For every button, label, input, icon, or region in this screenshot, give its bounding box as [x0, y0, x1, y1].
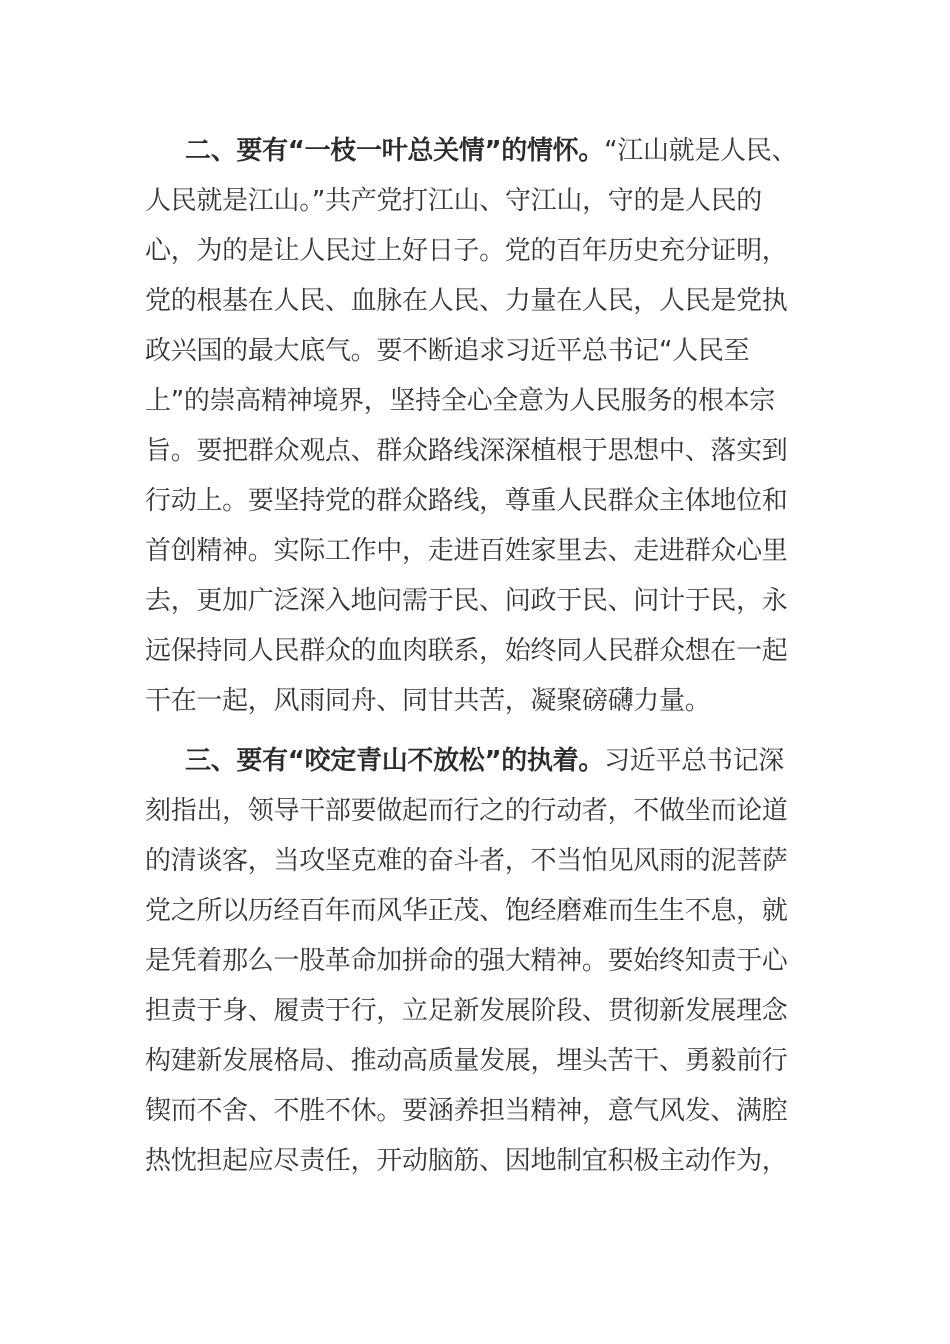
paragraph-line: 上”的崇高精神境界，坚持全心全意为人民服务的根本宗	[145, 386, 775, 416]
paragraph-first-line	[145, 126, 810, 176]
paragraph-line: 构建新发展格局、推动高质量发展，埋头苦干、勇毅前行	[145, 1046, 788, 1076]
paragraph-line: 的清谈客，当攻坚克难的奋斗者，不当怕见风雨的泥菩萨	[145, 846, 788, 876]
paragraph-line: 担责于身、履责于行，立足新发展阶段、贯彻新发展理念	[145, 996, 788, 1026]
paragraph-section-3	[145, 736, 810, 1186]
paragraph-line: 旨。要把群众观点、群众路线深深植根于思想中、落实到	[145, 436, 788, 466]
paragraph-line: 刻指出，领导干部要做起而行之的行动者，不做坐而论道	[145, 796, 788, 826]
paragraph-line: 干在一起，风雨同舟、同甘共苦，凝聚磅礴力量。	[145, 686, 711, 716]
paragraph-line: 党的根基在人民、血脉在人民、力量在人民，人民是党执	[145, 286, 788, 316]
paragraph-line: 行动上。要坚持党的群众路线，尊重人民群众主体地位和	[145, 486, 788, 516]
section-heading: 三、要有“咬定青山不放松”的执着。	[185, 746, 605, 776]
paragraph-first-line	[145, 736, 810, 786]
paragraph-line: 去，更加广泛深入地问需于民、问政于民、问计于民，永	[145, 586, 788, 616]
paragraph-line: 首创精神。实际工作中，走进百姓家里去、走进群众心里	[145, 536, 788, 566]
paragraph-line: 远保持同人民群众的血肉联系，始终同人民群众想在一起	[145, 636, 788, 666]
section-heading: 二、要有“一枝一叶总关情”的情怀。	[185, 136, 605, 166]
paragraph-line: 政兴国的最大底气。要不断追求习近平总书记“人民至	[145, 336, 750, 366]
paragraph-line: 热忱担起应尽责任，开动脑筋、因地制宜积极主动作为，	[145, 1146, 788, 1176]
paragraph-line: 是凭着那么一股革命加拼命的强大精神。要始终知责于心	[145, 946, 788, 976]
paragraph-section-2	[145, 126, 810, 726]
paragraph-text: 习近平总书记深	[604, 746, 784, 776]
paragraph-line: 心，为的是让人民过上好日子。党的百年历史充分证明，	[145, 236, 788, 266]
paragraph-line: 党之所以历经百年而风华正茂、饱经磨难而生生不息，就	[145, 896, 788, 926]
paragraph-line: 锲而不舍、不胜不休。要涵养担当精神，意气风发、满腔	[145, 1096, 788, 1126]
paragraph-line: 人民就是江山。”共产党打江山、守江山，守的是人民的	[145, 186, 762, 216]
paragraph-text: “江山就是人民、	[604, 136, 798, 166]
